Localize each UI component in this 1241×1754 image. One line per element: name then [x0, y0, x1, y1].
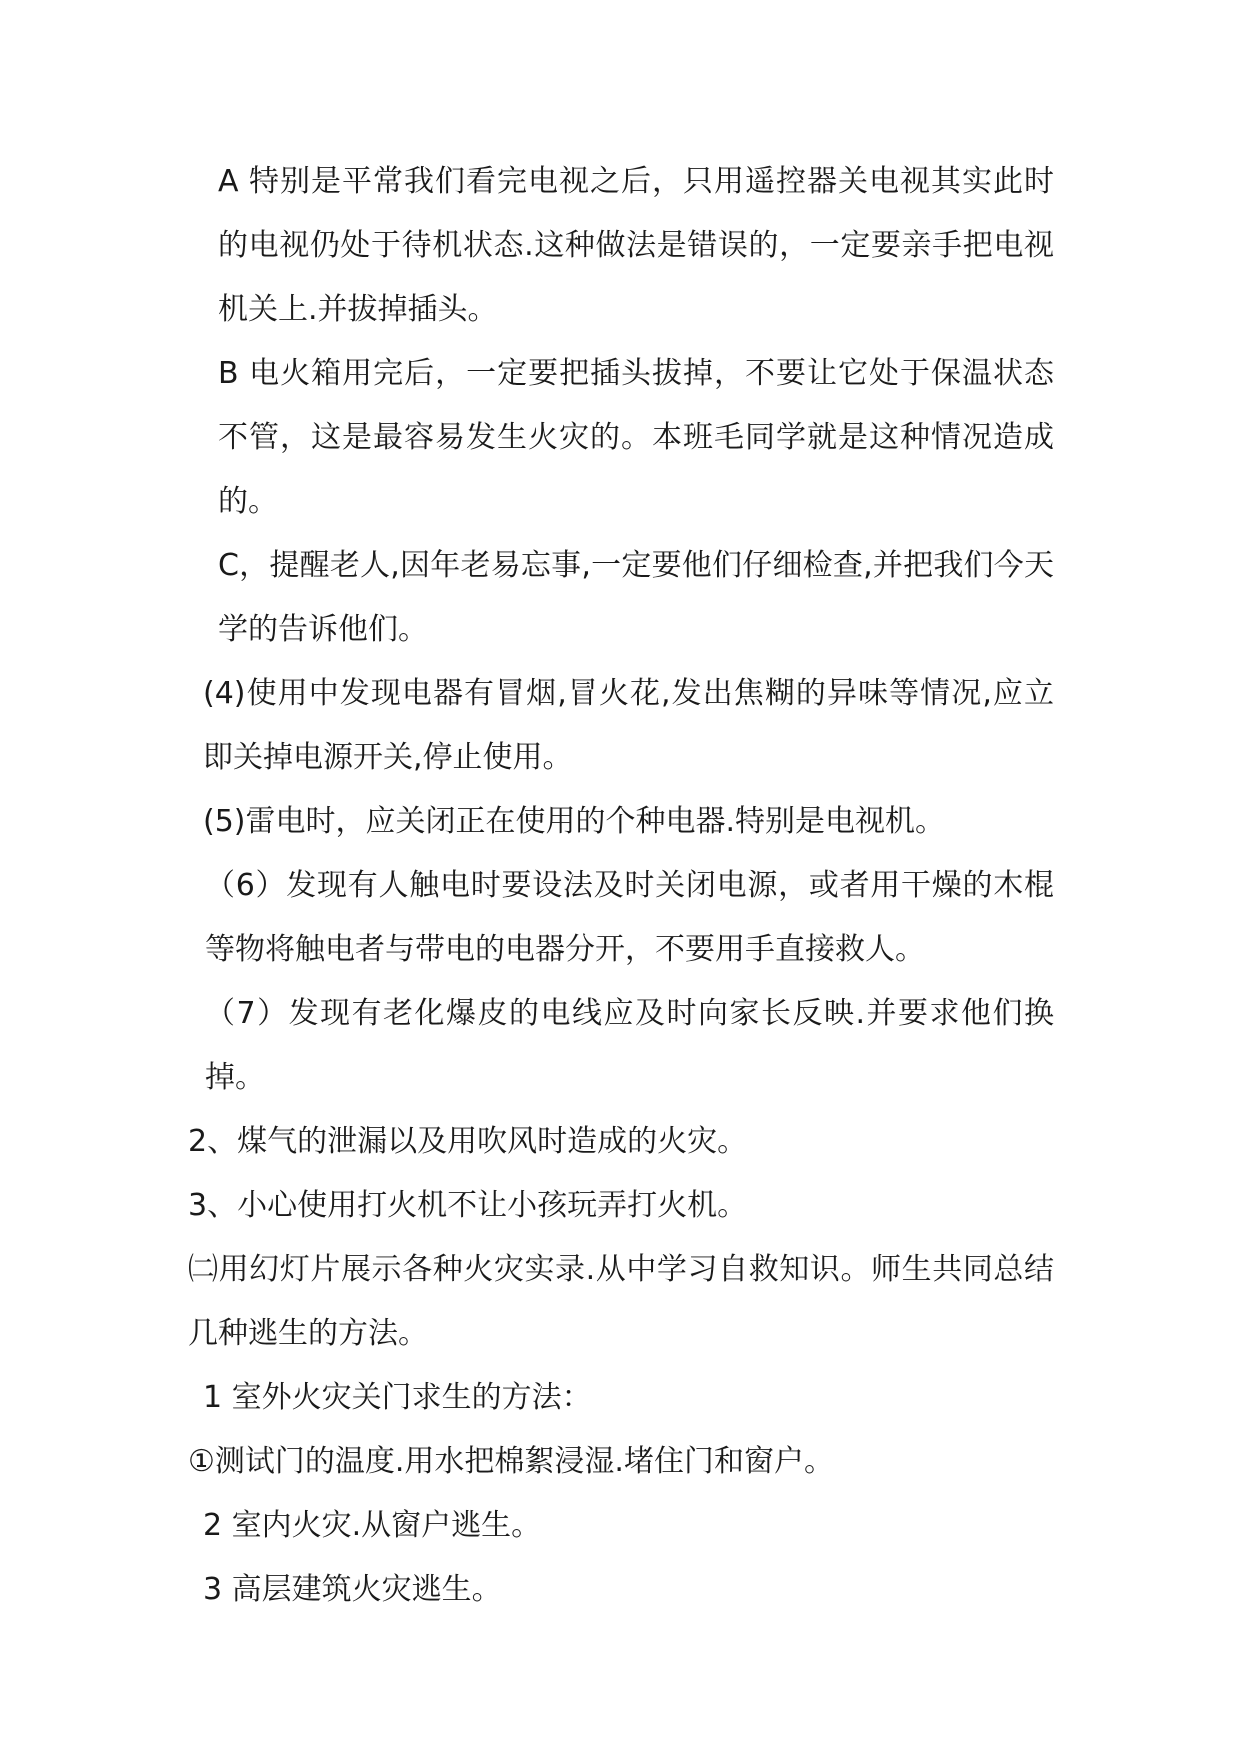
paragraph-item-6: （6）发现有人触电时要设法及时关闭电源，或者用干燥的木棍等物将触电者与带电的电器分开，不要用手直接救人。	[205, 868, 1054, 967]
paragraph-remind-elderly: C，提醒老人,因年老易忘事,一定要他们仔细检查,并把我们今天学的告诉他们。	[218, 548, 1054, 647]
paragraph-item-7: （7）发现有老化爆皮的电线应及时向家长反映.并要求他们换掉。	[205, 996, 1054, 1095]
paragraph-item-4: (4)使用中发现电器有冒烟,冒火花,发出焦糊的异味等情况,应立即关掉电源开关,停止使用。	[203, 676, 1054, 775]
paragraph-escape-1-step: ①测试门的温度.用水把棉絮浸湿.堵住门和窗户。	[188, 1444, 834, 1479]
paragraph-section-2: 2、煤气的泄漏以及用吹风时造成的火灾。	[188, 1124, 748, 1159]
paragraph-escape-3: 3 高层建筑火灾逃生。	[203, 1572, 502, 1607]
paragraph-escape-1: 1 室外火灾关门求生的方法：	[203, 1380, 592, 1415]
paragraph-section-3: 3、小心使用打火机不让小孩玩弄打火机。	[188, 1188, 748, 1223]
paragraph-item-5: (5)雷电时，应关闭正在使用的个种电器.特别是电视机。	[203, 804, 946, 839]
paragraph-tv-standby: A 特别是平常我们看完电视之后，只用遥控器关电视其实此时的电视仍处于待机状态.这种做法是错误的，一定要亲手把电视机关上.并拔掉插头。	[218, 164, 1054, 327]
document-body	[188, 150, 1054, 1622]
paragraph-fire-box: B 电火箱用完后，一定要把插头拔掉，不要让它处于保温状态不管，这是最容易发生火灾的。本班毛同学就是这种情况造成的。	[218, 356, 1054, 519]
paragraph-slides: ㈡用幻灯片展示各种火灾实录.从中学习自救知识。师生共同总结几种逃生的方法。	[188, 1252, 1054, 1351]
paragraph-escape-2: 2 室内火灾.从窗户逃生。	[203, 1508, 542, 1543]
